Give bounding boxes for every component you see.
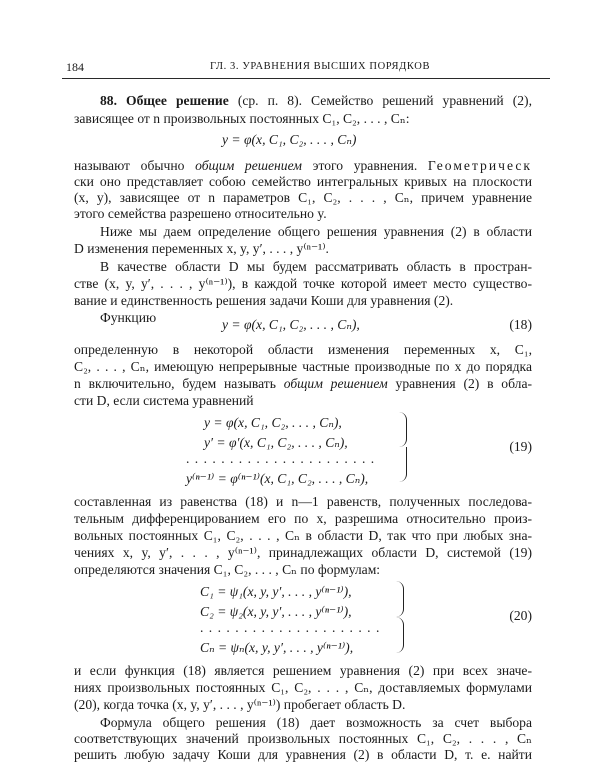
text-line: В качестве области D мы будем рассматривать область в простран-: [100, 259, 532, 274]
text-line: Формула общего решения (18) дает возможность за счет выбора: [100, 715, 532, 730]
system-19-line: y′ = φ′(x, C₁, C₂, . . . , Cₙ),: [204, 435, 348, 450]
spaced-word: Геометрическ: [427, 158, 532, 173]
system-20-dots: . . . . . . . . . . . . . . . . . . . . .: [200, 620, 381, 635]
equation-number-19: (19): [509, 439, 532, 454]
text-line: Семейство решений уравнений (2),: [311, 93, 532, 108]
equation-number-18: (18): [509, 317, 532, 332]
system-20-line: C₂ = ψ₂(x, y, y′, . . . , y⁽ⁿ⁻¹⁾),: [200, 604, 352, 619]
text-line: определенную в некоторой области изменения переменных x, C₁,: [74, 342, 532, 357]
text-line: n включительно, будем называть общим решением уравнения (2) в обла-: [74, 376, 533, 391]
section-heading-line: [100, 94, 532, 108]
text-line: ниях произвольных постоянных C₁, C₂, . . . , Cₙ, доставляемых формулами: [74, 680, 532, 695]
formula-18: y = φ(x, C₁, C₂, . . . , Cₙ),: [222, 317, 360, 332]
text-line: зависящее от n произвольных постоянных C₁, C₂, . . . , Cₙ:: [74, 111, 410, 126]
text-line: ски оно представляет собою семейство интегральных кривых на плоскости: [74, 174, 532, 189]
system-20-line: C₁ = ψ₁(x, y, y′, . . . , y⁽ⁿ⁻¹⁾),: [200, 584, 352, 599]
header-rule: [62, 78, 550, 79]
text-line: вольных постоянных C₁, C₂, . . . , Cₙ в области D, так что при любых зна-: [74, 528, 532, 543]
text-line: составленная из равенства (18) и n—1 равенств, полученных последова-: [74, 494, 532, 509]
system-20-brace-upper: [396, 581, 404, 617]
text-line: C₂, . . . , Cₙ, имеющую непрерывные частные производные по x до порядка: [74, 359, 532, 374]
text-line: (20), когда точка (x, y, y′, . . . , y⁽ⁿ⁻¹⁾) пробегает область D.: [74, 697, 406, 712]
text-line: решить любую задачу Коши для уравнения (2) в области D, т. е. найти: [74, 747, 532, 762]
term-general-solution: общим решением: [195, 158, 302, 173]
text-line: этого семейства разрешено относительно y.: [74, 206, 327, 221]
term-general-solution: общим решением: [283, 376, 388, 391]
formula-general-solution: y = φ(x, C₁, C₂, . . . , Cₙ): [222, 132, 357, 147]
text-line: соответствующих значений произвольных постоянных C₁, C₂, . . . , Cₙ: [74, 731, 532, 746]
text-line: Ниже мы даем определение общего решения уравнения (2) в области: [100, 224, 532, 239]
section-title: Общее решение: [126, 93, 229, 108]
running-head: ГЛ. 3. УРАВНЕНИЯ ВЫСШИХ ПОРЯДКОВ: [210, 61, 431, 72]
text-line: называют обычно общим решением этого уравнения. Геометрическ: [74, 158, 532, 173]
system-19-dots: . . . . . . . . . . . . . . . . . . . . . .: [186, 451, 376, 466]
text-line: и если функция (18) является решением уравнения (2) при всех значе-: [74, 663, 532, 678]
system-19-line: y = φ(x, C₁, C₂, . . . , Cₙ),: [204, 415, 342, 430]
system-20-line: Cₙ = ψₙ(x, y, y′, . . . , y⁽ⁿ⁻¹⁾),: [200, 640, 354, 655]
system-20-brace-lower: [396, 617, 404, 653]
text-line: сти D, если система уравнений: [74, 393, 254, 408]
text-line: стве (x, y, y′, . . . , y⁽ⁿ⁻¹⁾), в каждой точке которой имеет место существо-: [74, 276, 532, 291]
system-19-brace-upper: [399, 412, 407, 447]
text-line: (x, y), зависящее от n параметров C₁, C₂, . . . , Cₙ, причем уравнение: [74, 190, 532, 205]
page-number: 184: [66, 60, 84, 74]
text-line: Функцию: [100, 310, 157, 325]
text-line: вание и единственность решения задачи Коши для уравнения (2).: [74, 293, 454, 308]
section-ref: (ср. п. 8).: [237, 93, 303, 108]
section-number: 88.: [100, 93, 117, 108]
text-line: тельным дифференцированием его по x, разрешима относительно произ-: [74, 511, 532, 526]
system-19-brace-lower: [399, 447, 407, 482]
text-line: определяются значения C₁, C₂, . . . , Cₙ по формулам:: [74, 562, 381, 577]
equation-number-20: (20): [509, 608, 532, 623]
page-header: [62, 60, 550, 78]
system-19-line: y⁽ⁿ⁻¹⁾ = φ⁽ⁿ⁻¹⁾(x, C₁, C₂, . . . , Cₙ),: [186, 471, 369, 486]
text-line: D изменения переменных x, y, y′, . . . , y⁽ⁿ⁻¹⁾.: [74, 241, 329, 256]
text-line: чениях x, y, y′, . . . , y⁽ⁿ⁻¹⁾, принадлежащих области D, системой (19): [74, 545, 532, 560]
